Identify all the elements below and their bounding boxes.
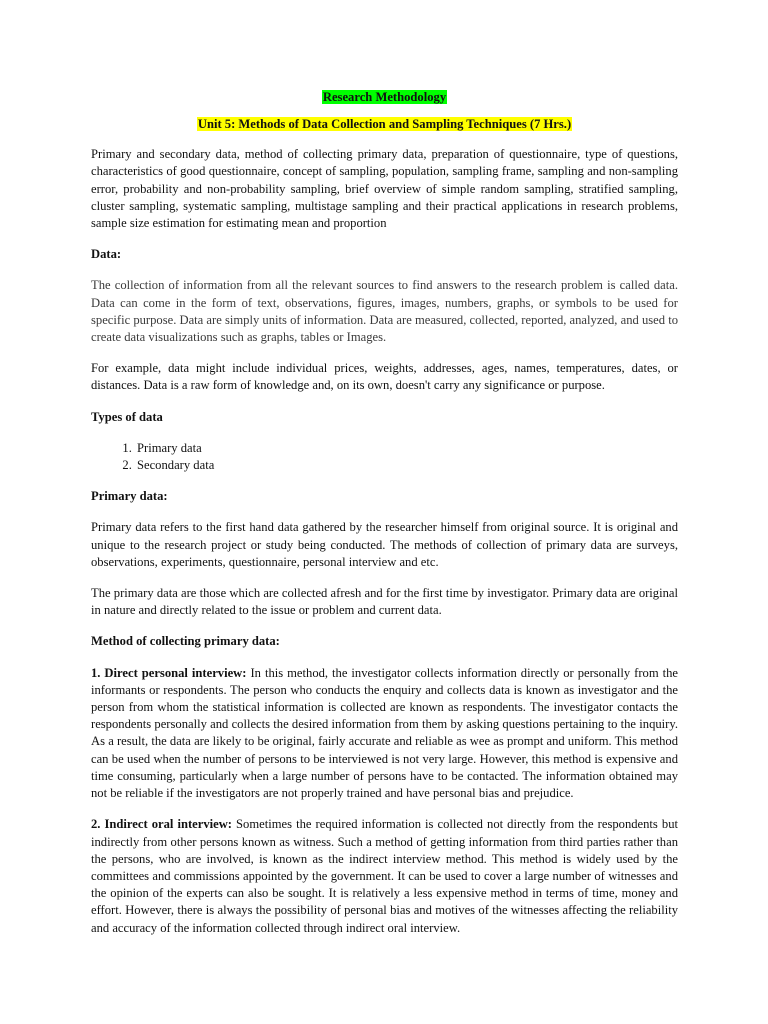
primary-data-heading: Primary data: bbox=[91, 489, 168, 504]
data-paragraph-2: For example, data might include individual prices, weights, addresses, ages, names, temperatures, dates, or distances. Data is a raw form of knowledge and, on its own, doesn't carry any significance or purpose. bbox=[91, 361, 678, 393]
method-2-text: Sometimes the required information is collected not directly from the respondents but indirectly from other persons known as witness. Such a method of getting information from third parties rather than the persons, who are involved, is known as the indirect interview method. This method is widely used by the committees and commissions appointed by the government. It can be used to cover a large number of witnesses and the opinion of the experts can also be sought. It is relatively a less expensive method in terms of time, money and effort. However, there is always the possibility of personal bias and motives of the witnesses affecting the reliability and accuracy of the information collected through indirect oral interview. bbox=[91, 817, 678, 935]
types-heading: Types of data bbox=[91, 409, 163, 424]
primary-paragraph-2: The primary data are those which are collected afresh and for the first time by investigator. Primary data are original in nature and directly related to the issue or problem and current data. bbox=[91, 586, 678, 618]
list-item: 2. Secondary data bbox=[135, 457, 678, 474]
title-row bbox=[91, 89, 678, 106]
intro-paragraph: Primary and secondary data, method of collecting primary data, preparation of questionnaire, type of questions, characteristics of good questionnaire, concept of sampling, population, sampling frame, sampling and non-sampling error, probability and non-probability sampling, brief overview of simple random sampling, stratified sampling, cluster sampling, systematic sampling, multistage sampling and their practical applications in research problems, sample size estimation for estimating mean and proportion bbox=[91, 147, 678, 231]
unit-title-row bbox=[91, 116, 678, 133]
primary-paragraph-1: Primary data refers to the first hand data gathered by the researcher himself from original source. It is original and unique to the research project or study being conducted. The methods of collection of primary data are surveys, observations, experiments, questionnaire, personal interview and etc. bbox=[91, 520, 678, 569]
document-title: Research Methodology bbox=[322, 90, 447, 104]
method-heading: Method of collecting primary data: bbox=[91, 634, 280, 649]
method-2-label: 2. Indirect oral interview: bbox=[91, 817, 232, 832]
data-paragraph-1: The collection of information from all the relevant sources to find answers to the research problem is called data. Data can come in the form of text, observations, figures, images, numbers, graphs, or symbols to be used for specific purpose. Data are simply units of information. Data are measured, collected, reported, analyzed, and used to create data visualizations such as graphs, tables or Images. bbox=[91, 278, 678, 345]
method-1-label: 1. Direct personal interview: bbox=[91, 665, 247, 680]
method-1-text: In this method, the investigator collects information directly or personally from the informants or respondents. The person who conducts the enquiry and collects data is known as investigator and the person from whom the statistical information is collected are known as respondents. The investigator contacts the respondents personally and collects the desired information from them by asking questions pertaining to the inquiry. As a result, the data are likely to be original, fairly accurate and reliable as wee as prompt and uniform. This method can be used when the number of persons to be interviewed is not very large. However, this method is expensive and time consuming, particularly when a large number of persons have to be contacted. The information obtained may not be reliable if the investigators are not properly trained and have personal bias and prejudice. bbox=[91, 665, 679, 801]
method-1-paragraph bbox=[91, 665, 678, 803]
unit-title: Unit 5: Methods of Data Collection and Sampling Techniques (7 Hrs.) bbox=[197, 117, 572, 131]
data-heading: Data: bbox=[91, 247, 122, 262]
list-item: 1. Primary data bbox=[135, 440, 678, 457]
method-2-paragraph bbox=[91, 816, 678, 936]
types-list bbox=[91, 440, 678, 474]
